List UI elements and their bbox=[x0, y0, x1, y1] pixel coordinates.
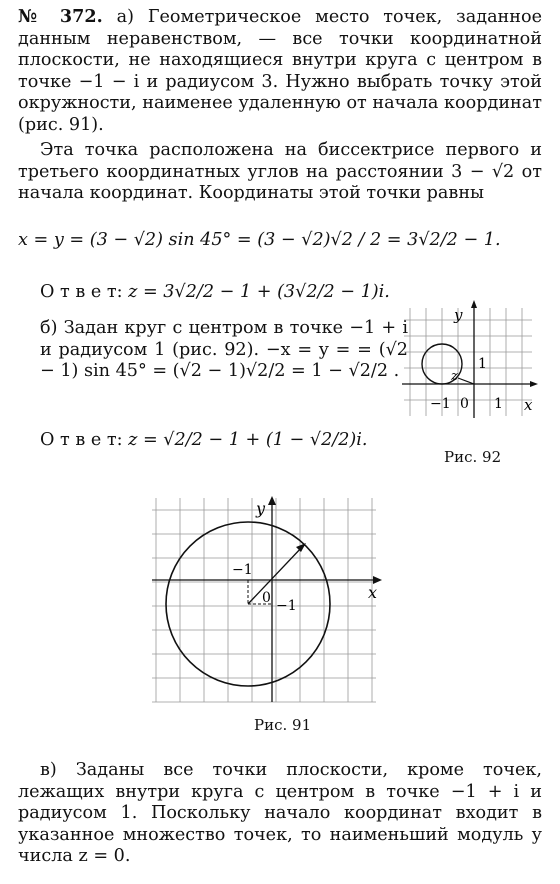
answer-formula: z = 3√2/2 − 1 + (3√2/2 − 1)i. bbox=[128, 282, 390, 302]
part-a-label: а) bbox=[116, 7, 134, 27]
label-z: z bbox=[451, 369, 458, 384]
label-m1-91: −1 bbox=[232, 562, 253, 578]
fig92-caption: Рис. 92 bbox=[444, 448, 502, 466]
part-b-text bbox=[40, 318, 408, 383]
label-0: 0 bbox=[460, 396, 469, 412]
x-label: x bbox=[524, 396, 533, 414]
answer-formula-b: z = √2/2 − 1 + (1 − √2/2)i. bbox=[128, 430, 368, 450]
part-a-paragraph-1: Геометрическое место точек, заданное данным неравенством, — все точки координатной плоскости, не находящиеся внутри круга с центром в точке −1 − i и радиусом 3. Нужно выбрать точку этой окружности, наименее удаленную от начала координат (рис. 91). bbox=[18, 7, 543, 135]
label-m1: −1 bbox=[430, 396, 451, 412]
label-1y: 1 bbox=[478, 356, 487, 372]
part-a-text bbox=[18, 6, 542, 136]
figure-92 bbox=[402, 298, 542, 420]
part-a-formula: x = y = (3 − √2) sin 45° = (3 − √2)√2 / 2 = 3√2/2 − 1. bbox=[18, 230, 501, 250]
part-c-text bbox=[18, 760, 542, 868]
problem-number: № 372. bbox=[18, 6, 103, 27]
figure-91 bbox=[148, 494, 388, 706]
part-a-answer bbox=[40, 282, 390, 302]
fig91-caption: Рис. 91 bbox=[254, 716, 312, 734]
y-label: y bbox=[454, 306, 463, 324]
part-b-paragraph: Задан круг с центром в точке −1 + i и радиусом 1 (рис. 92). −x = y = = (√2 − 1) sin 45° = (√2 − 1)√2/2 = 1 − √2/2 . bbox=[40, 318, 408, 381]
part-b-label: б) bbox=[40, 318, 58, 338]
label-0-91: 0 bbox=[262, 590, 271, 606]
answer-label: О т в е т: bbox=[40, 282, 123, 302]
label-m1y-91: −1 bbox=[276, 598, 297, 614]
x-label-91: x bbox=[368, 583, 378, 602]
answer-label-b: О т в е т: bbox=[40, 430, 123, 450]
y-label-91: y bbox=[256, 499, 266, 518]
part-b-answer bbox=[40, 430, 367, 450]
label-1x: 1 bbox=[494, 396, 503, 412]
part-c-paragraph: Заданы все точки плоскости, кроме точек, лежащих внутри круга с центром в точке −1 + i и радиусом 1. Поскольку начало координат входит в указанное множество точек, то наименьший модуль у числа z = 0. bbox=[18, 760, 542, 866]
part-a-paragraph-2: Эта точка расположена на биссектрисе первого и третьего координатных углов на расстоянии 3 − √2 от начала координат. Координаты этой точки равны bbox=[18, 140, 542, 203]
part-c-label: в) bbox=[40, 760, 57, 780]
